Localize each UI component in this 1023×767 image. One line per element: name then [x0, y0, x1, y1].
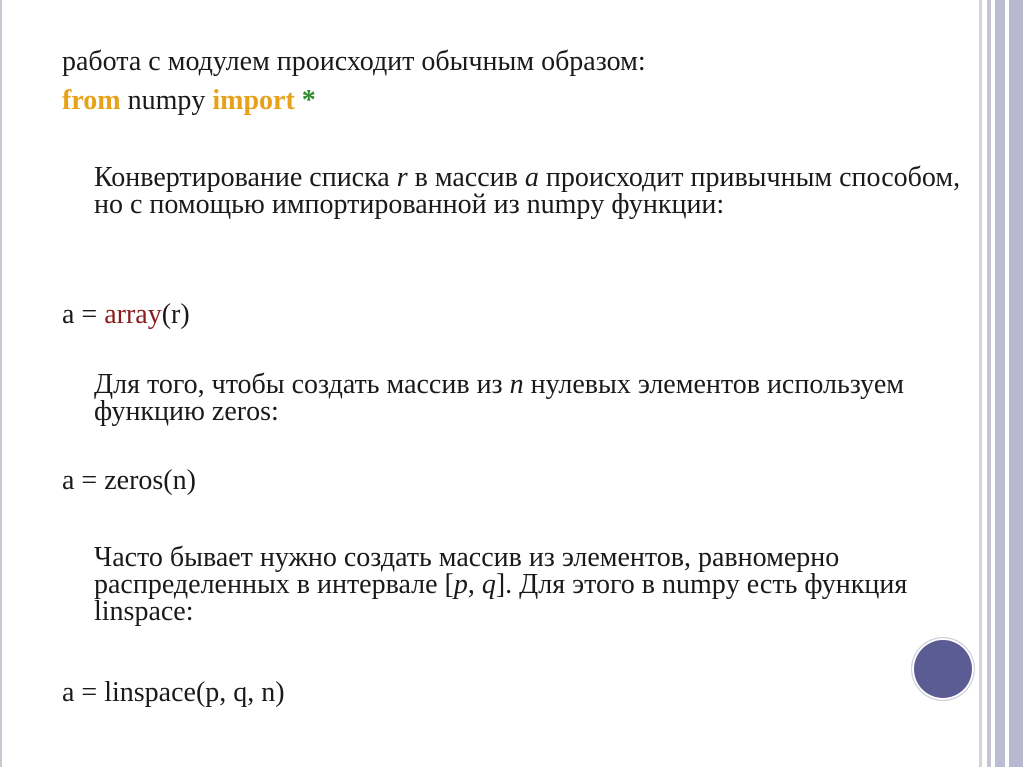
- import-line: [62, 86, 316, 116]
- paragraph-text: происходит привычным способом, но с помощью импортированной из numpy функции:: [94, 162, 961, 220]
- code-zeros: a = zeros(n): [62, 465, 196, 496]
- stripe: [979, 0, 982, 767]
- decorative-circle: [912, 638, 974, 700]
- code-linspace: a = linspace(p, q, n): [62, 677, 285, 708]
- variable-n: n: [509, 369, 524, 400]
- paragraph-text: ,: [467, 569, 482, 600]
- paragraph-zeros: [94, 371, 974, 425]
- module-name: numpy: [120, 85, 213, 116]
- code-array: [62, 300, 190, 330]
- import-star: *: [294, 85, 316, 116]
- keyword-from: from: [62, 85, 121, 116]
- variable-q: q: [481, 569, 496, 600]
- stripe: [987, 0, 991, 767]
- variable-r: r: [396, 162, 408, 193]
- stripe: [995, 0, 1005, 767]
- intro-text: работа с модулем происходит обычным образом:: [62, 46, 646, 77]
- variable-a: a: [524, 162, 539, 193]
- paragraph-text: нулевых элементов используем функцию zeros:: [94, 369, 904, 427]
- paragraph-text: Конвертирование списка: [94, 162, 397, 193]
- code-text: (r): [161, 299, 190, 330]
- slide-right-stripes: [979, 0, 1023, 767]
- slide-left-border: [0, 0, 10, 767]
- function-name: array: [104, 299, 162, 330]
- paragraph-text: ]. Для этого в numpy есть функция linspace:: [94, 569, 908, 627]
- paragraph-text: Часто бывает нужно создать массив из элементов, равномерно распределенных в интервале [: [94, 542, 840, 600]
- paragraph-text: в массив: [407, 162, 525, 193]
- keyword-import: import: [212, 85, 295, 116]
- code-text: a =: [62, 299, 105, 330]
- paragraph-text: Для того, чтобы создать массив из: [94, 369, 510, 400]
- stripe: [1009, 0, 1023, 767]
- variable-p: p: [453, 569, 468, 600]
- paragraph-convert: [94, 164, 974, 218]
- paragraph-linspace: [94, 544, 934, 625]
